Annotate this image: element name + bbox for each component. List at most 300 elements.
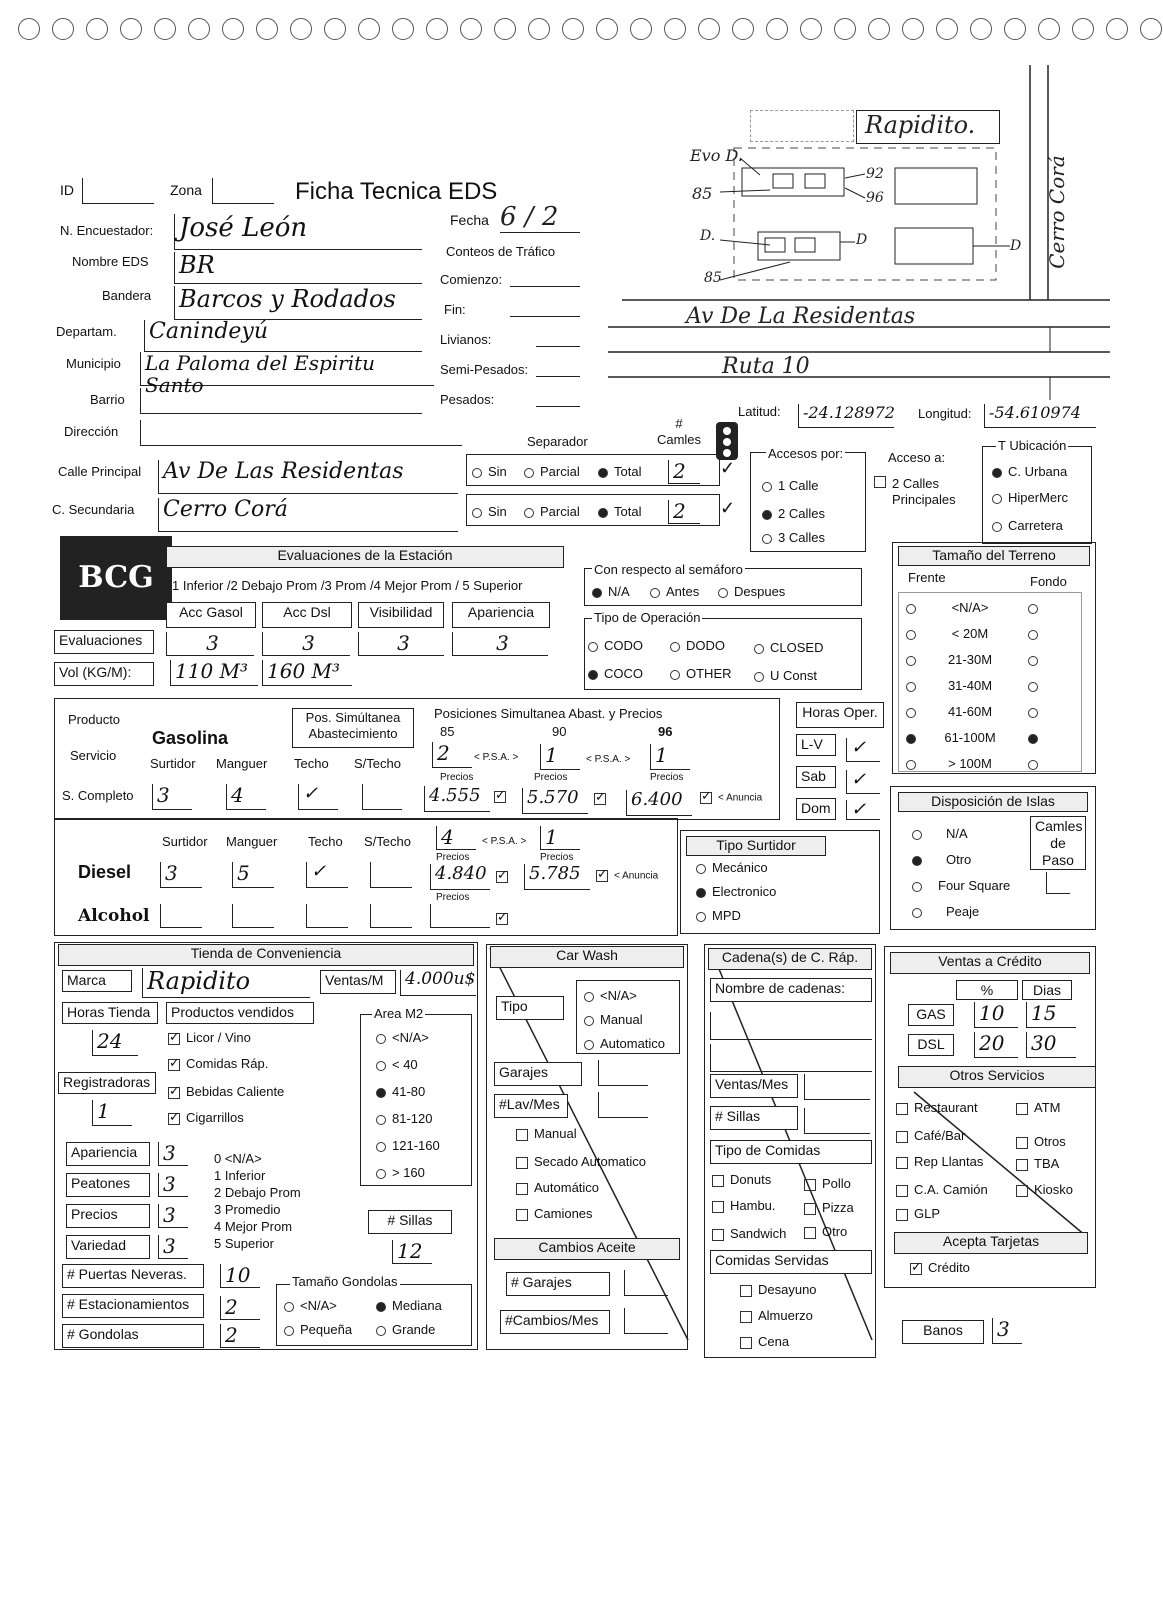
- operacion-option[interactable]: DODO: [670, 638, 725, 653]
- puertas-label: # Puertas Neveras.: [62, 1264, 204, 1288]
- terreno-fondo-radio[interactable]: [1028, 630, 1038, 640]
- area-option[interactable]: 121-160: [376, 1138, 440, 1153]
- operacion-option[interactable]: CLOSED: [754, 640, 823, 655]
- direccion-field[interactable]: [140, 420, 462, 446]
- otros-option[interactable]: TBA: [1016, 1156, 1059, 1171]
- fin-field[interactable]: [510, 302, 580, 317]
- credito-title: Ventas a Crédito: [890, 952, 1090, 974]
- map-pump-label: 85: [692, 184, 713, 203]
- terreno-frente-radio[interactable]: [906, 682, 916, 692]
- gas-price-85[interactable]: 4.555: [424, 786, 490, 812]
- separador-total-2[interactable]: Total: [598, 504, 641, 519]
- departamento-field[interactable]: Canindeyú: [144, 320, 422, 352]
- map-pump-label: 92: [866, 166, 884, 182]
- otros-option[interactable]: Restaurant: [896, 1100, 978, 1115]
- semipesados-label: Semi-Pesados:: [440, 362, 529, 377]
- servidas-option[interactable]: Cena: [740, 1334, 789, 1349]
- manguer-header: Manguer: [226, 834, 278, 849]
- precios-label: Precios: [540, 852, 574, 863]
- terreno-row: [906, 756, 1076, 771]
- credito-gas-label: GAS: [908, 1004, 954, 1026]
- terreno-row: [906, 678, 1076, 693]
- surtidor-header: Surtidor: [162, 834, 208, 849]
- diesel-pos-1[interactable]: 4: [436, 826, 476, 850]
- carwash-option[interactable]: Automático: [516, 1180, 599, 1195]
- servidas-option[interactable]: Almuerzo: [740, 1308, 813, 1323]
- carwash-garajes-field[interactable]: [598, 1060, 648, 1086]
- terreno-frente-radio[interactable]: [906, 708, 916, 718]
- ubicacion-option[interactable]: HiperMerc: [992, 490, 1068, 505]
- area-option[interactable]: < 40: [376, 1057, 418, 1072]
- horas-tienda-field[interactable]: 24: [92, 1030, 138, 1056]
- fecha-label: Fecha: [450, 212, 489, 228]
- bcg-logo: BCG: [60, 536, 172, 620]
- servidas-option[interactable]: Desayuno: [740, 1282, 817, 1297]
- gas-techo[interactable]: ✓: [298, 784, 338, 810]
- surtidor-tipo-option[interactable]: Mecánico: [696, 860, 768, 875]
- rating-value[interactable]: 3: [158, 1235, 188, 1259]
- aceite-cambios-field[interactable]: [624, 1308, 668, 1334]
- tarjetas-option[interactable]: ✓Crédito: [910, 1260, 970, 1275]
- calle-secundaria-label: C. Secundaria: [52, 502, 135, 517]
- puertas-field[interactable]: 10: [220, 1264, 260, 1288]
- gondolas-field[interactable]: 2: [220, 1324, 260, 1348]
- precios-label: Precios: [650, 772, 684, 783]
- surtidor-tipo-label: Tipo Surtidor: [686, 836, 826, 856]
- map-station-name: Rapidito.: [856, 110, 1000, 144]
- semipesados-field[interactable]: [536, 362, 580, 377]
- aceite-cambios-label: #Cambios/Mes: [500, 1310, 610, 1334]
- comida-option[interactable]: Donuts: [712, 1172, 771, 1187]
- operacion-option[interactable]: CODO: [588, 638, 643, 653]
- carwash-lav-field[interactable]: [598, 1092, 648, 1118]
- terreno-row: [906, 652, 1076, 667]
- map-pump-label: 96: [866, 190, 884, 206]
- terreno-fondo-radio[interactable]: [1028, 682, 1038, 692]
- otros-option[interactable]: Café/Bar: [896, 1128, 965, 1143]
- barrio-field[interactable]: [140, 388, 422, 414]
- credito-dsl-label: DSL: [908, 1034, 954, 1056]
- area-option[interactable]: 81-120: [376, 1111, 432, 1126]
- precios-label: Precios: [436, 852, 470, 863]
- fin-label: Fin:: [444, 302, 466, 317]
- octane-96: 96: [658, 724, 673, 739]
- producto-check[interactable]: ✓ Licor / Vino: [168, 1030, 251, 1045]
- map-street-main: Av De La Residentas: [686, 304, 916, 329]
- precios-label: Precios: [534, 772, 568, 783]
- zona-field[interactable]: [212, 178, 274, 204]
- gondolas-label: # Gondolas: [62, 1324, 204, 1348]
- comida-option[interactable]: Pollo: [804, 1176, 851, 1191]
- eval-col-acc-gasol: Acc Gasol: [166, 602, 256, 628]
- productos-label: Productos vendidos: [166, 1002, 314, 1024]
- livianos-field[interactable]: [536, 332, 580, 347]
- comida-option[interactable]: Sandwich: [712, 1226, 786, 1241]
- accesos-option[interactable]: 2 Calles: [762, 506, 825, 521]
- islas-option[interactable]: Peaje: [912, 904, 979, 919]
- pos-precios-label: Posiciones Simultanea Abast. y Precios: [434, 706, 663, 721]
- aceite-garajes-label: # Garajes: [506, 1272, 610, 1296]
- terreno-row: [906, 704, 1076, 719]
- terreno-option-label: 41-60M: [947, 704, 993, 719]
- producto-check[interactable]: ✓Comidas Ráp.: [168, 1056, 268, 1071]
- surtidor-tipo-option[interactable]: Electronico: [696, 884, 776, 899]
- marca-label: Marca: [62, 970, 132, 992]
- rating-label: Peatones: [66, 1173, 150, 1197]
- carwash-lav-label: #Lav/Mes: [494, 1094, 568, 1118]
- eval-value[interactable]: 3: [166, 632, 254, 656]
- diesel-label: Diesel: [78, 862, 132, 882]
- map-faded-box: [750, 110, 854, 142]
- otros-option[interactable]: C.A. Camión: [896, 1182, 988, 1197]
- accesos-option[interactable]: 3 Calles: [762, 530, 825, 545]
- terreno-option-label: <N/A>: [951, 600, 989, 615]
- pesados-field[interactable]: [536, 392, 580, 407]
- producto-check[interactable]: ✓Cigarrillos: [168, 1110, 244, 1125]
- terreno-fondo-radio[interactable]: [1028, 760, 1038, 770]
- nombre-eds-label: Nombre EDS: [72, 254, 149, 269]
- checkbox[interactable]: [494, 788, 512, 804]
- otros-option[interactable]: Kiosko: [1016, 1182, 1073, 1197]
- checkbox[interactable]: [496, 868, 514, 884]
- vol-value[interactable]: 110 M³: [170, 660, 258, 686]
- comida-option[interactable]: Hambu.: [712, 1198, 776, 1213]
- rating-label: Apariencia: [66, 1142, 150, 1166]
- alcohol-label: Alcohol: [78, 906, 150, 926]
- cadena-tipo-label: Tipo de Comidas: [710, 1140, 872, 1164]
- calle-principal-field[interactable]: Av De Las Residentas: [158, 460, 458, 494]
- camiones-label: # Camles: [656, 416, 702, 447]
- map-pump-label: 85: [704, 270, 722, 286]
- carwash-tipo-option[interactable]: Manual: [584, 1012, 643, 1027]
- estacionamientos-label: # Estacionamientos: [62, 1294, 204, 1318]
- livianos-label: Livianos:: [440, 332, 492, 347]
- octane-90: 90: [552, 724, 567, 739]
- ubicacion-option[interactable]: C. Urbana: [992, 464, 1067, 479]
- horas-dom-check[interactable]: ✓: [846, 800, 880, 820]
- terreno-frente-radio[interactable]: [906, 630, 916, 640]
- islas-option[interactable]: Otro: [912, 852, 971, 867]
- area-option[interactable]: 41-80: [376, 1084, 425, 1099]
- credito-pct-label: %: [956, 980, 1018, 1000]
- latitud-field[interactable]: -24.128972: [798, 404, 894, 428]
- terreno-frente-radio[interactable]: [906, 604, 916, 614]
- map-street-side: Cerro Corá: [1044, 155, 1069, 269]
- banos-field[interactable]: 3: [992, 1318, 1022, 1344]
- cadena-nombre-field[interactable]: [710, 1044, 872, 1072]
- comida-option[interactable]: Pizza: [804, 1200, 854, 1215]
- credito-dias-label: Dias: [1022, 980, 1072, 1000]
- carwash-garajes-label: Garajes: [494, 1062, 582, 1086]
- checkbox[interactable]: [594, 790, 612, 806]
- psa-label: < P.S.A. >: [586, 754, 631, 765]
- fecha-field[interactable]: 6 / 2: [500, 202, 580, 233]
- terreno-row: [906, 730, 1076, 745]
- departamento-label: Departam.: [56, 324, 117, 339]
- longitud-label: Longitud:: [918, 406, 972, 421]
- ventas-field[interactable]: 4.000u$: [400, 970, 476, 996]
- gas-price-90[interactable]: 5.570: [522, 788, 588, 814]
- manguer-header: Manguer: [216, 756, 268, 771]
- page-title: Ficha Tecnica EDS: [295, 178, 498, 205]
- diesel-stecho[interactable]: [370, 862, 412, 888]
- terreno-fondo-radio[interactable]: [1028, 734, 1038, 744]
- operacion-label: Tipo de Operación: [594, 610, 701, 625]
- tienda-scale: 0 <N/A> 1 Inferior 2 Debajo Prom 3 Promedio 4 Mejor Prom 5 Superior: [214, 1151, 301, 1251]
- gas-pos-96[interactable]: 1: [650, 744, 690, 770]
- nombre-eds-field[interactable]: BR: [174, 252, 422, 284]
- horas-day-sab: Sab: [796, 766, 836, 788]
- terreno-option-label: < 20M: [951, 626, 989, 641]
- comida-option[interactable]: Otro: [804, 1224, 847, 1239]
- surtidor-header: Surtidor: [150, 756, 196, 771]
- calle-secundaria-field[interactable]: Cerro Corá: [158, 498, 458, 532]
- carwash-title: Car Wash: [490, 946, 684, 968]
- estacionamientos-field[interactable]: 2: [220, 1296, 260, 1320]
- semaforo-option[interactable]: N/A: [592, 584, 630, 599]
- accesos-label: Accesos por:: [768, 446, 844, 461]
- cadena-nombre-field[interactable]: [710, 1012, 872, 1040]
- anuncia-check[interactable]: ✓ < Anuncia: [596, 870, 658, 882]
- diesel-techo[interactable]: ✓: [306, 862, 348, 888]
- terreno-frente-label: Frente: [908, 570, 946, 585]
- tam-gondolas-option[interactable]: Pequeña: [284, 1322, 352, 1337]
- producto-label: Producto: [68, 712, 121, 727]
- carwash-tipo-option[interactable]: <N/A>: [584, 988, 637, 1003]
- eval-value[interactable]: 3: [262, 632, 350, 656]
- separador-label: Separador: [527, 434, 588, 449]
- terreno-option-label: 61-100M: [944, 730, 996, 745]
- comienzo-label: Comienzo:: [440, 272, 503, 287]
- cadena-ventas-label: Ventas/Mes: [710, 1074, 798, 1098]
- eval-col-acc-dsl: Acc Dsl: [262, 602, 352, 628]
- alcohol-manguer[interactable]: [232, 904, 274, 928]
- map-pump-label: D.: [700, 228, 716, 244]
- stecho-header: S/Techo: [364, 834, 411, 849]
- area-option[interactable]: > 160: [376, 1165, 425, 1180]
- encuestador-field[interactable]: José León: [174, 214, 422, 250]
- gas-stecho[interactable]: [362, 784, 402, 810]
- otros-option[interactable]: Otros: [1016, 1134, 1066, 1149]
- tam-gondolas-option[interactable]: Grande: [376, 1322, 435, 1337]
- ventas-label: Ventas/M: [320, 970, 396, 994]
- operacion-option[interactable]: OTHER: [670, 666, 732, 681]
- pesados-label: Pesados:: [440, 392, 495, 407]
- techo-header: Techo: [294, 756, 329, 771]
- gas-pos-85[interactable]: 2: [432, 742, 472, 768]
- conteos-label: Conteos de Tráfico: [446, 244, 556, 259]
- gas-price-96[interactable]: 6.400: [626, 790, 692, 816]
- diesel-manguer[interactable]: 5: [232, 862, 274, 888]
- camiones-paso-field[interactable]: [1046, 872, 1070, 894]
- municipio-field[interactable]: La Paloma del Espiritu Santo: [140, 352, 434, 386]
- alcohol-price[interactable]: [430, 904, 490, 928]
- horas-tienda-label: Horas Tienda: [62, 1002, 158, 1024]
- eval-value[interactable]: 3: [358, 632, 444, 656]
- islas-option[interactable]: Four Square: [912, 878, 1010, 893]
- rating-value[interactable]: 3: [158, 1173, 188, 1197]
- calle-principal-label: Calle Principal: [58, 464, 142, 479]
- credito-dsl-dias[interactable]: 30: [1026, 1032, 1076, 1058]
- octane-85: 85: [440, 724, 455, 739]
- diesel-price-2[interactable]: 5.785: [524, 864, 590, 890]
- terreno-frente-radio[interactable]: [906, 734, 916, 744]
- municipio-label: Municipio: [66, 356, 121, 371]
- surtidor-tipo-option[interactable]: MPD: [696, 908, 741, 923]
- separador-sin-2[interactable]: Sin: [472, 504, 507, 519]
- tam-gondolas-option[interactable]: <N/A>: [284, 1298, 337, 1313]
- alcohol-techo[interactable]: [306, 904, 348, 928]
- marca-field[interactable]: Rapidito: [142, 968, 310, 998]
- sillas-label: # Sillas: [368, 1210, 452, 1234]
- latitud-label: Latitud:: [738, 404, 781, 419]
- otros-title: Otros Servicios: [898, 1066, 1096, 1088]
- acceso-a-label: Acceso a:: [888, 450, 946, 465]
- rating-value[interactable]: 3: [158, 1142, 188, 1166]
- terreno-fondo-radio[interactable]: [1028, 708, 1038, 718]
- psa-label: < P.S.A. >: [482, 836, 527, 847]
- otros-option[interactable]: GLP: [896, 1206, 940, 1221]
- camiones-field-1[interactable]: 2: [668, 460, 700, 484]
- psa-label: < P.S.A. >: [474, 752, 519, 763]
- check-mark-icon: ✓: [720, 458, 736, 478]
- area-label: Area M2: [374, 1006, 424, 1021]
- comienzo-field[interactable]: [510, 272, 580, 287]
- terreno-row: [906, 600, 1076, 615]
- area-option[interactable]: <N/A>: [376, 1030, 429, 1045]
- id-label: ID: [60, 182, 74, 198]
- rating-value[interactable]: 3: [158, 1204, 188, 1228]
- bandera-field[interactable]: Barcos y Rodados: [174, 286, 422, 320]
- cadena-sillas-field[interactable]: [804, 1108, 870, 1134]
- checkbox[interactable]: [496, 910, 514, 926]
- id-field[interactable]: [82, 178, 154, 204]
- separador-total-1[interactable]: Total: [598, 464, 641, 479]
- ubicacion-label: T Ubicación: [998, 438, 1067, 453]
- gasolina-label: Gasolina: [152, 728, 229, 748]
- terreno-fondo-radio[interactable]: [1028, 604, 1038, 614]
- servicio-label: Servicio: [70, 748, 117, 763]
- terreno-title: Tamaño del Terreno: [898, 546, 1090, 566]
- eval-value[interactable]: 3: [452, 632, 548, 656]
- cadena-title: Cadena(s) de C. Ráp.: [708, 948, 872, 970]
- terreno-option-label: > 100M: [948, 756, 992, 771]
- carwash-option[interactable]: Secado Automatico: [516, 1154, 646, 1169]
- tam-gondolas-label: Tamaño Gondolas: [292, 1274, 398, 1289]
- rating-label: Precios: [66, 1204, 150, 1228]
- terreno-frente-radio[interactable]: [906, 760, 916, 770]
- aceite-garajes-field[interactable]: [624, 1270, 668, 1296]
- map-pump-label: Evo D.: [690, 146, 743, 165]
- tarjetas-title: Acepta Tarjetas: [894, 1232, 1088, 1254]
- direccion-label: Dirección: [64, 424, 119, 439]
- terreno-row: [906, 626, 1076, 641]
- credito-gas-dias[interactable]: 15: [1026, 1002, 1076, 1028]
- terreno-option-label: 31-40M: [947, 678, 993, 693]
- longitud-field[interactable]: -54.610974: [984, 404, 1096, 428]
- credito-gas-pct[interactable]: 10: [974, 1002, 1018, 1028]
- registradoras-label: Registradoras: [58, 1072, 156, 1094]
- servidas-label: Comidas Servidas: [710, 1250, 872, 1274]
- terreno-option-label: 21-30M: [947, 652, 993, 667]
- operacion-option[interactable]: COCO: [588, 666, 643, 681]
- vol-value[interactable]: 160 M³: [262, 660, 352, 686]
- gas-surtidor[interactable]: 3: [152, 784, 192, 810]
- check-mark-icon: ✓: [720, 498, 736, 518]
- rating-label: Variedad: [66, 1235, 150, 1259]
- cadena-ventas-field[interactable]: [804, 1074, 870, 1100]
- evaluaciones-scale: 1 Inferior /2 Debajo Prom /3 Prom /4 Mejor Prom / 5 Superior: [172, 578, 523, 593]
- islas-option[interactable]: N/A: [912, 826, 968, 841]
- terreno-fondo-radio[interactable]: [1028, 656, 1038, 666]
- alcohol-surtidor[interactable]: [160, 904, 202, 928]
- carwash-option[interactable]: Camiones: [516, 1206, 593, 1221]
- banos-label: Banos: [902, 1320, 984, 1344]
- acceso-a-option[interactable]: 2 Calles Principales: [874, 476, 972, 509]
- encuestador-label: N. Encuestador:: [60, 223, 154, 238]
- carwash-tipo-label: Tipo: [496, 996, 564, 1020]
- semaforo-option[interactable]: Antes: [650, 584, 699, 599]
- islas-title: Disposición de Islas: [898, 792, 1088, 812]
- diesel-price-1[interactable]: 4.840: [430, 864, 490, 890]
- tienda-title: Tienda de Conveniencia: [58, 944, 474, 966]
- tam-gondolas-option[interactable]: Mediana: [376, 1298, 442, 1313]
- sillas-field[interactable]: 12: [392, 1240, 432, 1264]
- gas-manguer[interactable]: 4: [226, 784, 266, 810]
- diesel-pos-2[interactable]: 1: [540, 826, 580, 850]
- alcohol-stecho[interactable]: [370, 904, 412, 928]
- bandera-label: Bandera: [102, 288, 152, 303]
- horas-sab-check[interactable]: ✓: [846, 770, 880, 794]
- anuncia-check[interactable]: ✓ < Anuncia: [700, 792, 762, 804]
- terreno-frente-radio[interactable]: [906, 656, 916, 666]
- ubicacion-option[interactable]: Carretera: [992, 518, 1063, 533]
- gas-pos-90[interactable]: 1: [540, 744, 580, 770]
- camiones-paso-label: Camles de Paso: [1030, 816, 1086, 870]
- techo-header: Techo: [308, 834, 343, 849]
- otros-option[interactable]: ATM: [1016, 1100, 1060, 1115]
- otros-option[interactable]: Rep Llantas: [896, 1154, 983, 1169]
- terreno-fondo-label: Fondo: [1030, 574, 1067, 589]
- eval-col-visibilidad: Visibilidad: [358, 602, 444, 628]
- precios-label: Precios: [440, 772, 474, 783]
- stecho-header: S/Techo: [354, 756, 401, 771]
- cadena-sillas-label: # Sillas: [710, 1106, 798, 1130]
- semaforo-option[interactable]: Despues: [718, 584, 785, 599]
- registradoras-field[interactable]: 1: [92, 1100, 132, 1126]
- carwash-option[interactable]: Manual: [516, 1126, 577, 1141]
- eval-col-apariencia: Apariencia: [452, 602, 550, 628]
- accesos-option[interactable]: 1 Calle: [762, 478, 818, 493]
- horas-lv-check[interactable]: ✓: [846, 738, 880, 762]
- precios-label: Precios: [436, 892, 470, 903]
- map-pump-label: D: [856, 232, 868, 248]
- producto-check[interactable]: ✓Bebidas Caliente: [168, 1084, 284, 1099]
- separador-parcial-1[interactable]: Parcial: [524, 464, 580, 479]
- map-street-route: Ruta 10: [722, 354, 810, 379]
- separador-sin-1[interactable]: Sin: [472, 464, 507, 479]
- carwash-tipo-option[interactable]: Automatico: [584, 1036, 665, 1051]
- credito-dsl-pct[interactable]: 20: [974, 1032, 1018, 1058]
- zona-label: Zona: [170, 182, 202, 198]
- separador-parcial-2[interactable]: Parcial: [524, 504, 580, 519]
- camiones-field-2[interactable]: 2: [668, 500, 700, 524]
- operacion-option[interactable]: U Const: [754, 668, 817, 683]
- map-pump-label: D: [1010, 238, 1022, 254]
- evaluaciones-title: Evaluaciones de la Estación: [166, 546, 564, 568]
- horas-day-lv: L-V: [796, 734, 836, 756]
- diesel-surtidor[interactable]: 3: [160, 862, 202, 888]
